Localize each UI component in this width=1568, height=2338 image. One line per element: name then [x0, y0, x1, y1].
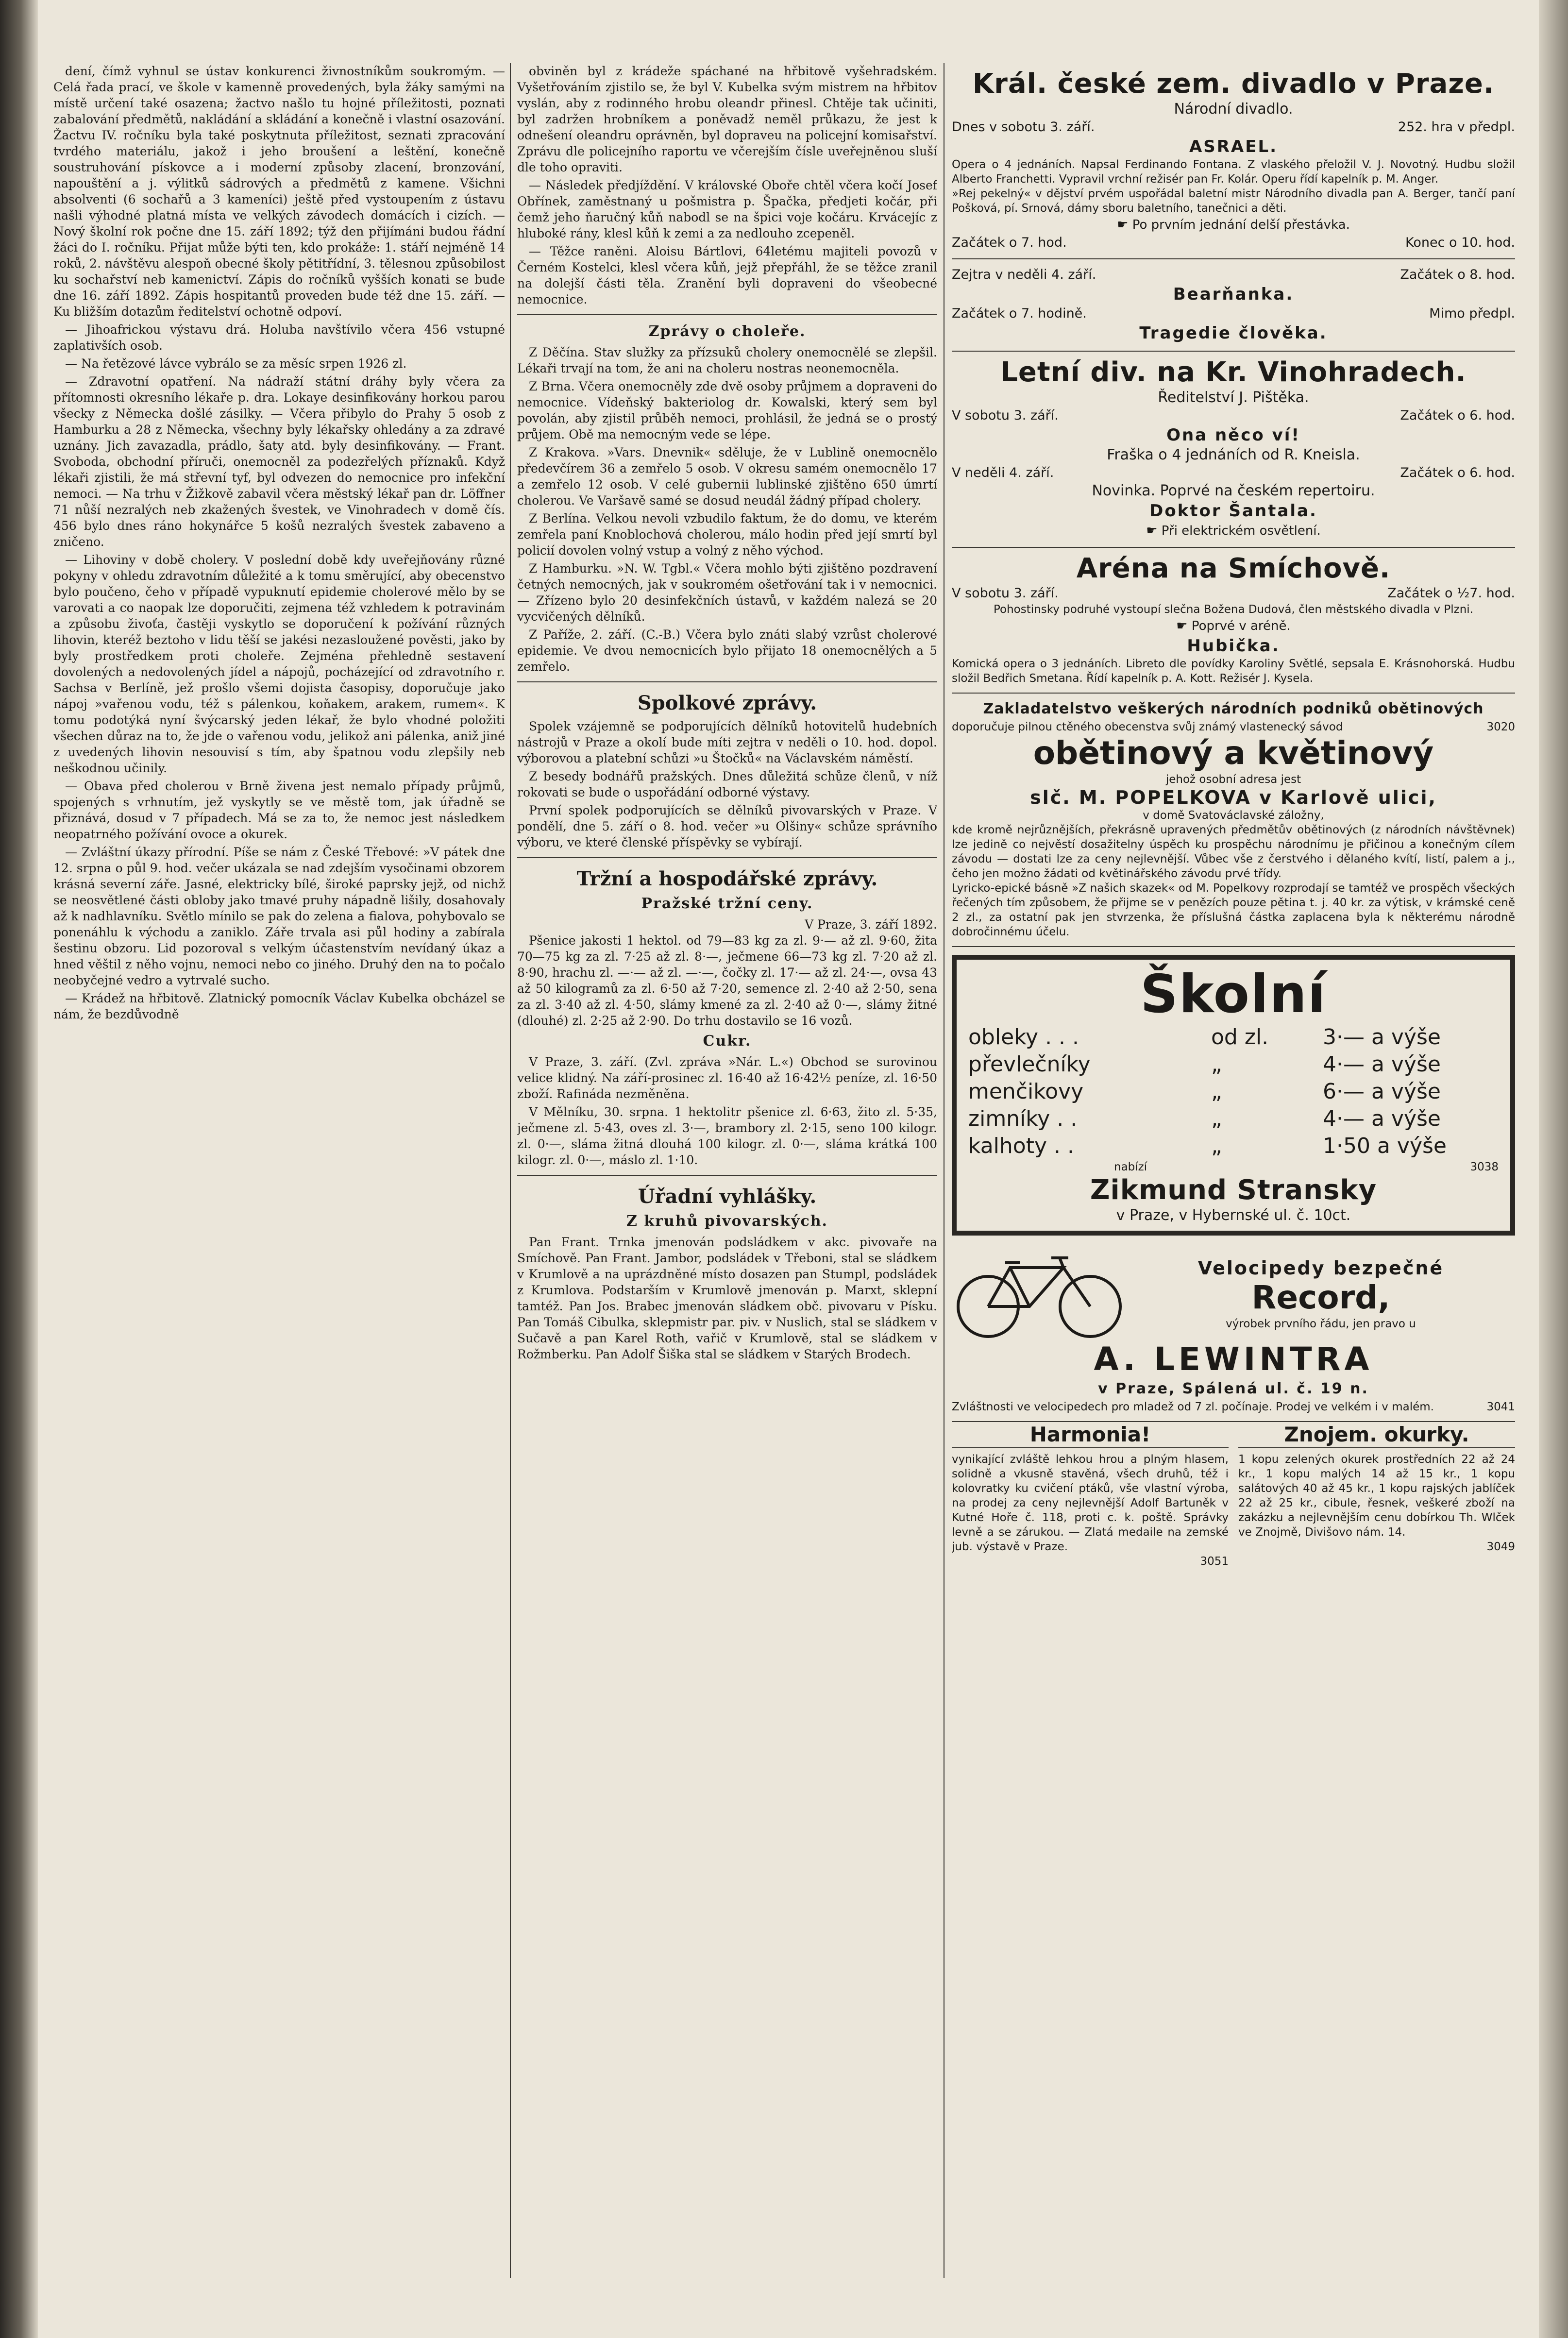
price-row: obleky . . . od zl. 3·— a výše [968, 1025, 1441, 1050]
ad-text: Opera o 4 jednáních. Napsal Ferdinando Fontana. Z vlaského přeložil V. J. Novotný. Hudbu složil Alberto Franchetti. Vypravil vrchní režisér pan Fr. Kolár. Operu řídí kapelník p. M. Anger. [952, 158, 1515, 186]
article-text: Pšenice jakosti 1 hektol. od 79—83 kg za zl. 9·— až zl. 9·60, žita 70—75 kg za zl. 7·25 až zl. 8·—, ječmene 66—73 kg zl. 7·20 až zl. 8·90, hrachu zl. —·— až zl. —·—, čočky zl. 17·— až zl. 24·—, ovsa 43 až 50 kilogramů za zl. 6·50 až 7·20, semence zl. 2·40 až 2·50, sena za zl. 3·40 až zl. 4·50, slámy kmené za zl. 2·40 až 0·—, slámy žitné (dlouhé) zl. 2·25 až 2·90. Do trhu dostavilo se 16 vozů. [517, 933, 937, 1028]
ad-subtitle: Ředitelství J. Pištěka. [1158, 389, 1309, 406]
article-text: První spolek podporujících se dělníků pivovarských v Praze. V pondělí, dne 5. září o 8. hod. večer »u Olšiny« schůze správního výboru, ve které členské příspěvky se vybírají. [517, 803, 937, 849]
date: Dnes v sobotu 3. září. [952, 119, 1095, 135]
ad-subtitle: Národní divadlo. [1174, 101, 1293, 118]
date-line: V Praze, 3. září 1892. [805, 917, 937, 932]
article-text: — Zdravotní opatření. Na nádraží státní dráhy byly včera za přítomnosti okresního lékaře p. dra. Lokaye desinfikovány horkou parou všecky z Německa došlé zásilky. — Včera přibylo do Prahy 5 osob z Hamburku a 28 z Německa, všechny byly lékařsky ohledány a za zdravé uznány. Jich zavazadla, prádlo, šaty atd. byly desinfikovány. — Frant. Svoboda, obchodní příruči, onemocněl za podezřelých příznaků. Když lékaři zjistili, že má střevní tyf, byl odvezen do nemocnice pro infekční nemoci. — Na trhu v Žižkově zabavil včera městský lékař pan dr. Löffner 71 nůší nezralých neb zkažených švestek, ve Vinohradech v domě čís. 456 bylo dnes ráno hokynářce 5 košů nezralých švestek zabaveno a zničeno. [53, 374, 505, 549]
ad-text: ☛ Při elektrickém osvětlení. [1146, 524, 1321, 538]
ad-text: Zvláštnosti ve velocipedech pro mladež od 7 zl. počínaje. Prodej ve velkém i v malém. [952, 1401, 1434, 1413]
note: Mimo předpl. [1429, 306, 1515, 321]
article-text: Z Hamburku. »N. W. Tgbl.« Včera mohlo býti zjištěno pozdravení četných nemocných, jak v soukromém ošetřování tak i v nemocnici. — Zřízeno bylo 20 desinfekčních ústavů, v každém nalezá se 20 vycvičených dělníků. [517, 561, 937, 624]
ad-title: Harmonia! [952, 1422, 1229, 1448]
ad-row [952, 407, 1515, 424]
ad-pair [952, 1422, 1515, 1569]
ad-number: 3038 [1470, 1161, 1499, 1173]
article-text: Z Paříže, 2. září. (C.-B.) Včera bylo znáti slabý vzrůst cholerové epidemie. Ve dvou nemocnicích bylo přijato 18 onemocnělých a 5 zemřelo. [517, 627, 937, 674]
ad-text: Lyricko-epické básně »Z našich skazek« od M. Popelkovy rozprodají se tamtéž ve prospěch všeckých řečených tím způsobem, že přijme se v penězích pouze pětina t. j. 40 kr. za výtisk, v krámské ceně 2 zl., za ostatní pak jen stvrzenka, že příslušná částka zaplacena byla k některému národně dobročinnému účelu. [952, 882, 1515, 938]
ad-title: Aréna na Smíchově. [1076, 553, 1391, 584]
start-time: Začátek o 7. hod. [952, 235, 1067, 250]
article-text: — Krádež na hřbitově. Zlatnický pomocník Václav Kubelka obcházel se nám, že bezdůvodně [53, 991, 505, 1021]
ad-row [952, 305, 1515, 322]
article-text: V Mělníku, 30. srpna. 1 hektolitr pšenice zl. 6·63, žito zl. 5·35, ječmene zl. 5·43, oves zl. 3·—, brambory zl. 2·15, seno 100 kilogr. zl. 0·—, sláma žitná dlouhá 100 kilogr. zl. 0·—, sláma krátká 100 kilogr. zl. 0·—, máslo zl. 1·10. [517, 1105, 937, 1167]
ad-skolni [952, 955, 1515, 1236]
ad-text: doporučuje pilnou ctěného obecenstva svůj známý vlastenecký sávod [952, 721, 1343, 733]
article-text: — Následek předjíždění. V královské Oboře chtěl včera kočí Josef Obřínek, zaměstnaný u pošmistra p. Špačka, předjeti kočár, při čemž jeho ňaručný kůň nabodl se na špici voje kočáru. Krvácejíc z hluboké rány, klesl kůň k zemi a za nedlouho zcepeněl. [517, 178, 937, 240]
ad-row [952, 585, 1515, 602]
article-text: Z Brna. Včera onemocněly zde dvě osoby průjmem a dopraveni do nemocnice. Vídeňský bakteriolog dr. Kowalski, který sem byl povolán, aby zjistil průběh nemoci, prohlásil, že jedná se o prostý průjem. Obě ma nemocným vede se lépe. [517, 379, 937, 441]
note: 252. hra v předpl. [1398, 119, 1515, 135]
ad-text: vynikající zvláště lehkou hrou a plným hlasem, solidně a vkusně stavěná, všech druhů, též i kolovratky ku cvičení ptáků, vše vlastní výroba, na prodej za ceny nejlevnější Adolf Bartuněk v Kutné Hoře č. 118, proti c. k. poště. Správky levně a se zárukou. — Zlatá medaile na zemské jub. výstavě v Praze. [952, 1453, 1229, 1553]
column-rule [510, 63, 511, 2278]
ad-row [952, 234, 1515, 252]
ad-harmonia [952, 1422, 1229, 1569]
article-text: Z besedy bodnářů pražských. Dnes důležitá schůze členů, v níž rokovati se bude o uspořádání odborné výstavy. [517, 769, 937, 799]
ad-text: Fraška o 4 jednáních od R. Kneisla. [1107, 446, 1360, 463]
article-text: Z Děčína. Stav služky za přízsuků cholery onemocnělé se zlepšil. Lékaři trvají na tom, že ani na choleru nostras neonemocněla. [517, 345, 937, 375]
article-text: Spolek vzájemně se podporujících dělníků hotovitelů hudebních nástrojů v Praze a okolí bude míti zejtra v neděli o 10. hod. dopol. výborovou a platební schůzi »u Štočků« na Václavském náměstí. [517, 719, 937, 765]
pointing-hand-icon: ☛ [1176, 619, 1192, 633]
ad-text: ☛ Po prvním jednání delší přestávka. [1117, 218, 1350, 232]
ad-title: Školní [1140, 964, 1327, 1025]
section-heading-cholera: Zprávy o choleře. [648, 323, 806, 340]
section-heading-uredni: Úřadní vyhlášky. [638, 1185, 817, 1208]
scan-edge-right [1539, 0, 1568, 2338]
ad-title: obětinový a květinový [1033, 734, 1434, 772]
ad-number: 3051 [1200, 1555, 1229, 1568]
play-title: Hubička. [1187, 636, 1280, 656]
price-row: kalhoty . . „ 1·50 a výše [968, 1134, 1447, 1158]
ad-row [952, 720, 1515, 734]
date: V sobotu 3. září. [952, 408, 1059, 423]
divider [517, 1175, 937, 1176]
ad-heading: Velocipedy bezpečné [1197, 1257, 1444, 1279]
ad-row [952, 119, 1515, 136]
play-title: Bearňanka. [1173, 285, 1294, 304]
ad-number: 3049 [1486, 1541, 1515, 1553]
section-heading-trzni: Tržní a hospodářské zprávy. [576, 867, 878, 890]
ad-text: jehož osobní adresa jest [1165, 773, 1301, 786]
ad-text: kde kromě nejrůznějších, překrásně upravených předmětův obětinových (z národních návštěvnek) lze jedině co nejvěstí dosažitelny úspěch ku prospěchu národnímu je přičinou a konečným cílem závodu — dostati lze za ceny nejlevnější. Vůbec vše z čerstvého i dělaného kvítí, listí, palem a j., čeho jen možno žádati od květinářského závodu prvé třídy. [952, 824, 1515, 880]
pointing-hand-icon: ☛ [1146, 524, 1162, 538]
pointing-hand-icon: ☛ [1117, 218, 1132, 232]
play-title: Doktor Šantala. [1149, 501, 1317, 521]
bicycle-icon [952, 1248, 1127, 1340]
price-row: zimníky . . „ 4·— a výše [968, 1106, 1441, 1131]
ad-heading: Zakladatelstvo veškerých národních podniků obětinových [983, 700, 1484, 717]
ad-text: »Rej pekelný« v dějství prvém uspořádal baletní mistr Národního divadla pan A. Berger, tančí paní Pošková, pí. Srnová, dámy sboru baletního, tanečnici a děti. [952, 187, 1515, 215]
date: Zejtra v neděli 4. září. [952, 267, 1096, 282]
end-time: Konec o 10. hod. [1405, 235, 1515, 250]
column-3-ads [952, 63, 1515, 2278]
ad-row [952, 1400, 1515, 1414]
article-text: Z Berlína. Velkou nevoli vzbudilo faktum, že do domu, ve kterém zemřela paní Knoblochová cholerou, málo hodin před její smrtí byl policií dovolen volný vstup a volný z něho východ. [517, 511, 937, 558]
price-row: převlečníky „ 4·— a výše [968, 1052, 1441, 1077]
ad-title: Znojem. okurky. [1238, 1422, 1515, 1448]
ad-text: Novinka. Poprvé na českém repertoiru. [1092, 482, 1375, 499]
article-text: Pan Frant. Trnka jmenován podsládkem v akc. pivovaře na Smíchově. Pan Frant. Jambor, podsládek v Třeboni, stal se sládkem v Krumlově a na uprázdněné místo dosazen pan Stumpl, podsládek z Krumlova. Podstarším v Krumlově jmenován p. Marxt, sklepní tamtéž. Pan Jos. Brabec jmenován sládkem obč. pivovaru v Písku. Pan Tomáš Cibulka, sklepmistr par. piv. v Nuslich, stal se sládkem v Sučavě a pan Karel Roth, vařič v Krumlově, stal se sládkem v Rožmberku. Pan Adolf Šiška stal se sládkem v Starých Brodech. [517, 1235, 937, 1361]
ad-vinohrady [952, 352, 1515, 548]
subheading-cukr: Cukr. [703, 1033, 752, 1050]
article-text: dení, čímž vyhnul se ústav konkurenci živnostníkům soukromým. — Celá řada prací, ve škole v kamenně provedených, byla žáky samými na místě určení také osazena; žactvo našlo tu hojné příležitosti, poznati zabalování předmětů, nakládání a skládání a konečně i vlastní osazování. Žactvu IV. ročníku byla také poskytnuta příležitost, seznati zpracování tvrdého materiálu, jakož i jeho broušení a leštění, konečně soustruhování pískovce a i moderní způsoby zlacení, bronzování, napouštění a j. výlitků sádrových a předmětů z kamene. Všichni absolventi (6 sochařů a 3 kameníci) ještě před vystoupením z ústavu našli výhodné platná místa ve velkých závodech domácích i cizích. — Nový školní rok počne dne 15. září 1892; týž den přijímáni budou řádní žáci do I. ročníku. Přijat může býti ten, kdo prokáže: 1. stáří nejméně 14 roků, 2. návštěvu alespoň obecné školy pětitřídní, 3. tělesnou způsobilost ku sochařství neb kamenictví. Zápis do ročníků vyšších konati se bude dne 16. září 1892. Zápis hospitantů proveden bude též dne 15. září. — Ku bližším dotazům ředitelství ochotně odpoví. [53, 64, 505, 319]
start-time: Začátek o 6. hod. [1400, 408, 1515, 423]
ad-address: slč. M. POPELKOVA v Karlově ulici, [1030, 787, 1437, 808]
ad-obetiny [952, 694, 1515, 947]
ad-number: 3020 [1486, 721, 1515, 733]
firm-name: Zikmund Stransky [1090, 1174, 1377, 1206]
scan-edge-left [0, 0, 38, 2338]
price-row: menčikovy „ 6·— a výše [968, 1079, 1441, 1104]
ad-arena-smichov [952, 548, 1515, 694]
article-text: — Zvláštní úkazy přírodní. Píše se nám z České Třebové: »V pátek dne 12. srpna o půl 9. hod. večer ukázala se nad zdejším vysočinami obzorem krásná severní záře. Jasné, elektricky bílé, široké paprsky jejž, od nichž se neosvětlené části obloby jako tmavé pruhy nápadně lišily, dosahovaly až k nadhlavníku. Světlo mínilo se pak do zelena a fialova, pohybovalo se ponenáhlu k východu a zaniklo. Záře trvala asi půl hodiny a zabírala šestinu obzoru. Lid pozoroval s velkým účastenstvím nevídaný úkaz a hned věštil z něho vojnu, nemoci nebo co jiného. Druhý den na to počalo neobyčejné vedro a vytrvalé sucho. [53, 845, 505, 987]
ad-text: ☛ Poprvé v aréně. [1176, 619, 1291, 633]
article-text: — Lihoviny v době cholery. V poslední době kdy uveřejňovány různé pokyny v ohledu zdravotním důležité a k tomu směrující, aby obecenstvo bylo poučeno, čeho v případě vypuknutí epidemie cholerové mělo by se varovati a co naopak lze doporučiti, zejmena též vzhledem k potravinám a způsobu živoťa, častěji vyskytlo se doporučení k požívání různých lihovin, kteréž beztoho v lidu těší se jakési nezasloužené pověsti, jako by byly prostředkem proti choleře. Zejména přehledně sestavení dovolených a nedovolených jídel a nápojů, pocházející od zdravotního r. Sachsa v Berlíně, jež prošlo všemi dojista časopisy, doporučuje jako nápoj »vařenou vodu, též s pálenkou, koňakem, arakem, rumem«. K tomu podotýká nyní švýcarský jeden lékař, že bylo vhodné položiti všechen důraz na to, že jde o vařenou vodu, jelikož ani pálenka, aniž jiné z uvedených lihovin nesouvisí s tím, aby špatnou vodu zlepšily neb neškodnou učinily. [53, 553, 505, 775]
ad-velocipedy [952, 1243, 1515, 1422]
article-text: obviněn byl z krádeže spáchané na hřbitově vyšehradském. Vyšetřováním zjistilo se, že byl V. Kubelka svým mistrem na hřbitov vyslán, aby z rodinného hrobu oleandr přinesl. Chtěje tak učiniti, byl zadržen hrobníkem a poněvadž neměl průkazu, že jest k odnešení oleandru oprávněn, byl dopraveu na policejní komisařství. Zprávu dle policejního raportu ve včerejším čísle uveřejněnou sluší dle toho opraviti. [517, 64, 937, 174]
ad-title: Record, [1251, 1279, 1390, 1316]
subheading-pivovar: Z kruhů pivovarských. [626, 1213, 828, 1230]
article-text: Z Krakova. »Vars. Dnevnik« sděluje, že v Lublině onemocnělo předevčírem 36 a zemřelo 5 osob. V okresu samém onemocnělo 17 a zemřelo 12 osob. V celé gubernii lublinské zjištěno 650 úmrtí cholerou. Ve Varšavě samé se dosud neudál žádný případ cholery. [517, 445, 937, 508]
ad-text: Komická opera o 3 jednáních. Libreto dle povídky Karoliny Světlé, sepsala E. Krásnohorská. Hudbu složil Bedřich Smetana. Řídí kapelník p. A. Kott. Režisér J. Kysela. [952, 658, 1515, 685]
ad-text: v domě Svatováclavské záložny, [1143, 809, 1324, 822]
ad-text: nabízí [1114, 1161, 1147, 1173]
subheading-ceny: Pražské tržní ceny. [641, 895, 813, 912]
column-2 [517, 63, 937, 2278]
date: V sobotu 3. září. [952, 586, 1059, 601]
column-1 [53, 63, 505, 2278]
ad-row [952, 464, 1515, 482]
ad-title: Letní div. na Kr. Vinohradech. [1000, 356, 1467, 388]
article-text: — Jihoafrickou výstavu drá. Holuba navštívilo včera 456 vstupné zaplativších osob. [53, 322, 505, 353]
ad-row [952, 266, 1515, 284]
article-text: — Těžce raněni. Aloisu Bártlovi, 64letému majiteli povozů v Černém Kostelci, klesl včera kůň, jejž přepřáhl, že se těžce zranil na dolejší části těla. Zranění byli dopraveni do všeobecné nemocnice. [517, 244, 937, 306]
ad-number: 3041 [1486, 1401, 1515, 1413]
firm-name: A. LEWINTRA [1094, 1340, 1373, 1378]
article-text: V Praze, 3. září. (Zvl. zpráva »Nár. L.«) Obchod se surovinou velice klidný. Na září-prosinec zl. 16·40 až 16·42½ peníze, zl. 16·50 zboží. Rafináda nezměněna. [517, 1055, 937, 1101]
ad-row [968, 1160, 1499, 1174]
divider [517, 314, 937, 315]
play-title: Tragedie člověka. [1139, 323, 1328, 343]
date: V neděli 4. září. [952, 465, 1054, 480]
start-time: Začátek o ½7. hod. [1387, 586, 1515, 601]
ad-narodni-divadlo [952, 63, 1515, 352]
start-time: Začátek o 8. hod. [1400, 267, 1515, 282]
start-time: Začátek o 6. hod. [1400, 465, 1515, 480]
play-title: Ona něco ví! [1166, 425, 1300, 445]
play-title: ASRAEL. [1189, 137, 1278, 156]
ad-text: Pohostinsky podruhé vystoupí slečna Božena Dudová, člen městského divadla v Plzni. [993, 603, 1473, 616]
ad-okurky [1238, 1422, 1515, 1569]
ad-title: Král. české zem. divadlo v Praze. [972, 68, 1495, 100]
divider [517, 681, 937, 682]
ad-address: v Praze, Spálená ul. č. 19 n. [1098, 1380, 1369, 1397]
start-time: Začátek o 7. hodině. [952, 306, 1087, 321]
section-heading-spolky: Spolkové zprávy. [637, 692, 817, 714]
ad-address: v Praze, v Hybernské ul. č. 10ct. [1116, 1207, 1351, 1224]
ad-text: výrobek prvního řádu, jen pravo u [1226, 1318, 1416, 1330]
ad-text: 1 kopu zelených okurek prostředních 22 až 24 kr., 1 kopu malých 14 až 15 kr., 1 kopu salátových 40 až 45 kr., 1 kopu rajských jablíček 22 až 25 kr., cibule, řesnek, veškeré zboží na zakázku a nejlevnějším cenu dobírkou Th. Wlček ve Znojmě, Divišovo nám. 14. [1238, 1453, 1515, 1539]
divider [952, 258, 1515, 259]
article-text: — Obava před cholerou v Brně živena jest nemalo případy průjmů, spojených s vrhnutím, jež vyskytly se ve městě tom, jak úřadně se přiznává, dosud v 7 případech. Má se za to, že nemoc jest následkem neopatrného požívání ovoce a okurek. [53, 779, 505, 841]
article-text: — Na řetězové lávce vybrálo se za měsíc srpen 1926 zl. [65, 356, 407, 371]
divider [517, 857, 937, 858]
